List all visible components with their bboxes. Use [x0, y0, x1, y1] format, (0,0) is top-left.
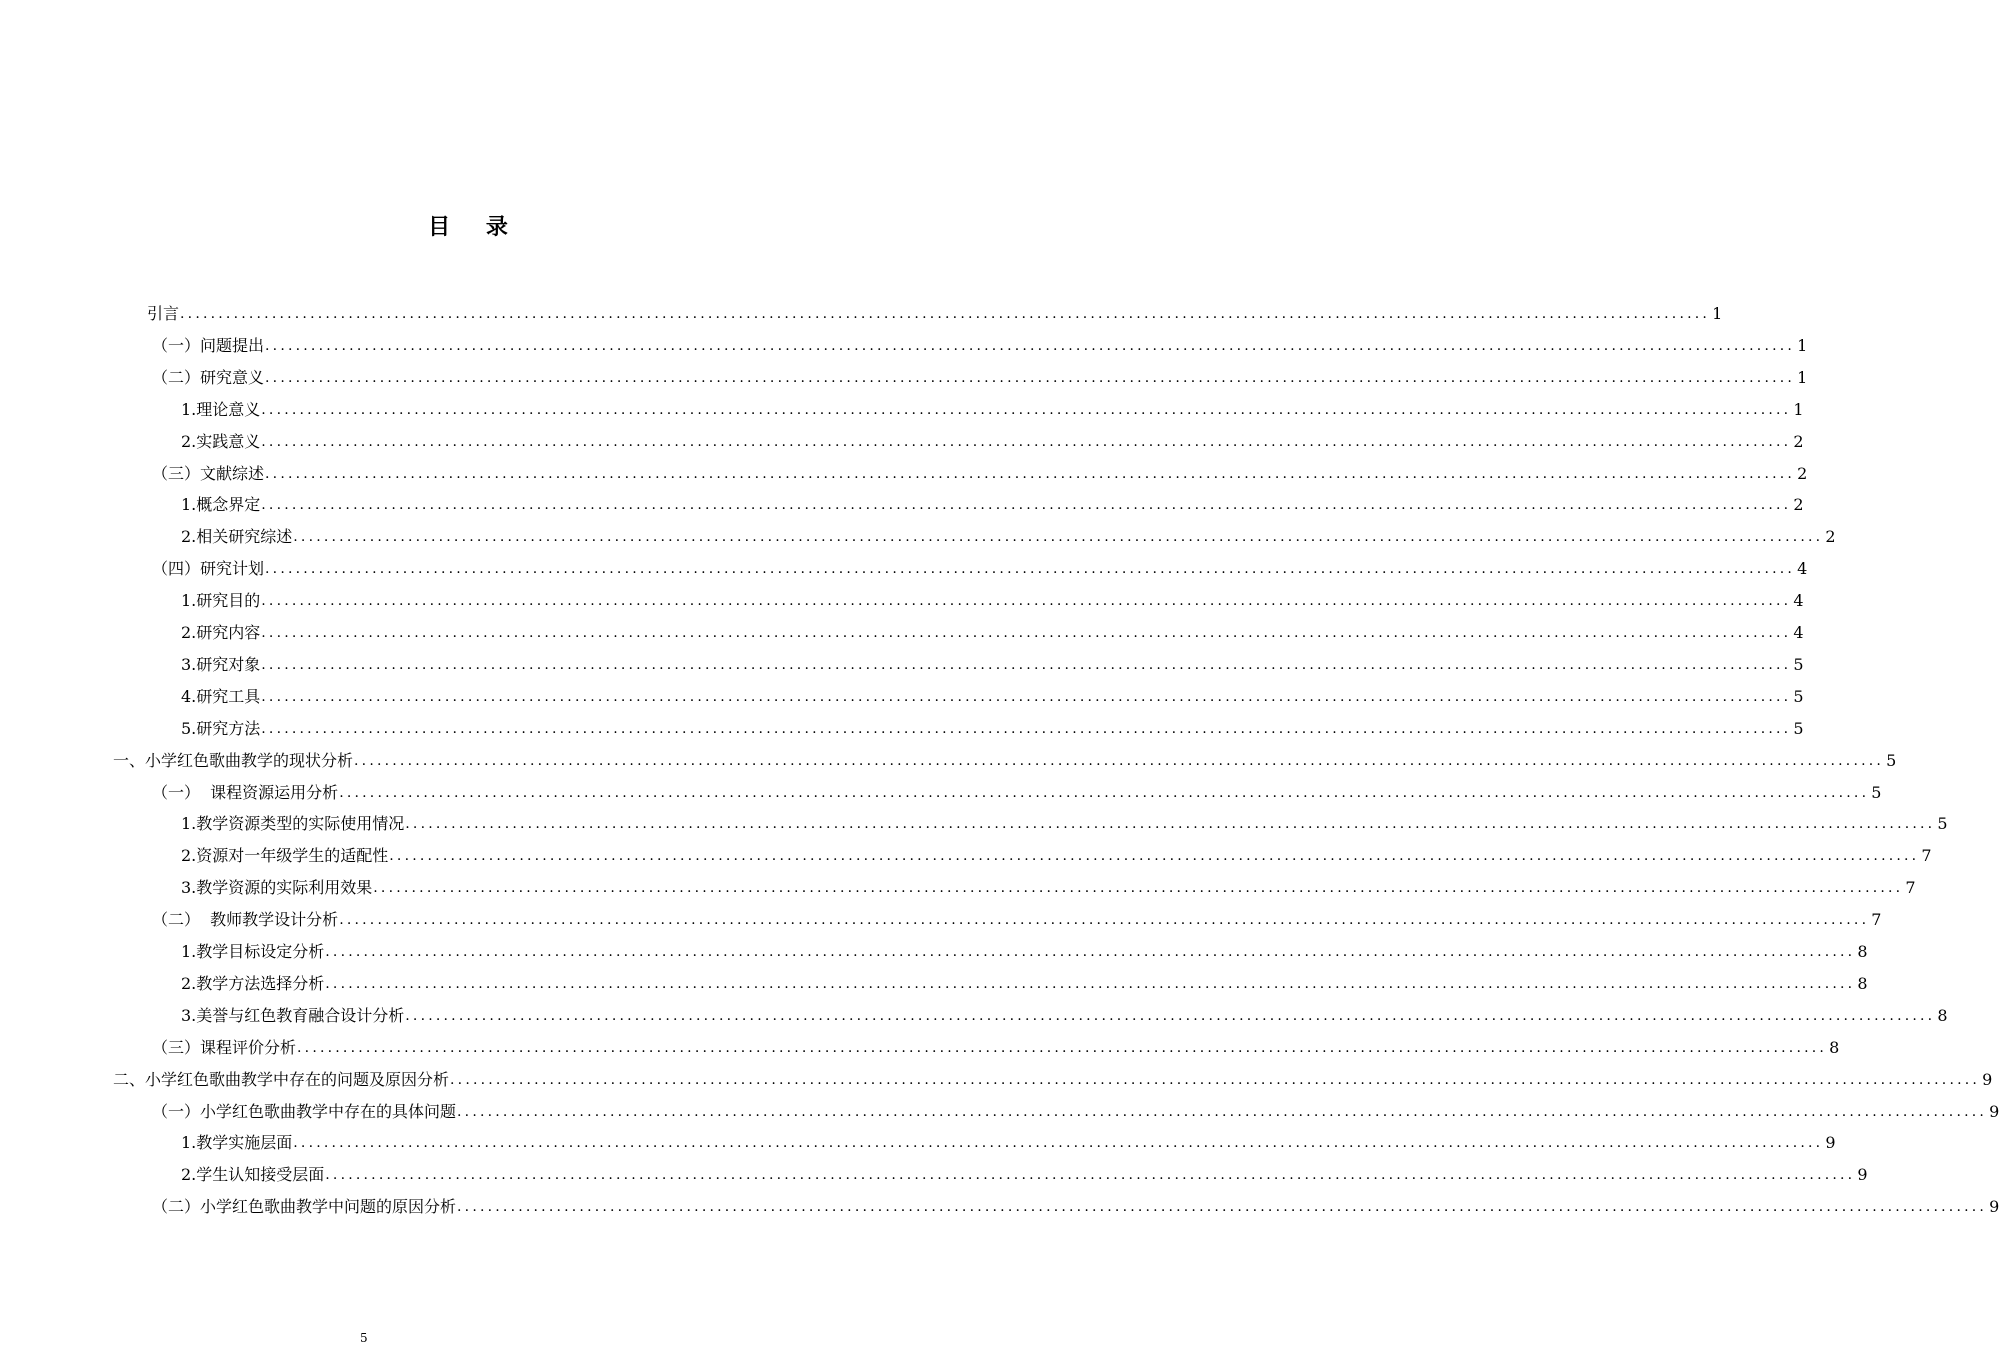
- toc-entry-label: （三）文献综述: [152, 463, 265, 483]
- toc-entry-page: 9: [1982, 1069, 1993, 1089]
- toc-entry[interactable]: [181, 1127, 1836, 1159]
- toc-leader-dots: ........................................................................................................................................................................................................: [293, 1135, 1824, 1152]
- toc-entry[interactable]: [113, 745, 1897, 777]
- toc-entry[interactable]: [152, 1032, 1840, 1064]
- toc-entry-page: 1: [1793, 399, 1804, 419]
- toc-entry-page: 5: [1937, 814, 1948, 834]
- toc-entry-label: （一）小学红色歌曲教学中存在的具体问题: [152, 1101, 457, 1121]
- toc-entry[interactable]: [181, 521, 1836, 553]
- toc-entry-page: 1: [1797, 367, 1808, 387]
- toc-entry-page: 5: [1886, 750, 1897, 770]
- toc-entry-page: 7: [1871, 910, 1882, 930]
- toc-leader-dots: ........................................................................................................................................................................................................: [339, 784, 1870, 801]
- toc-entry[interactable]: [152, 553, 1808, 585]
- toc-entry[interactable]: [181, 649, 1804, 681]
- toc-entry[interactable]: [181, 1159, 1868, 1191]
- toc-entry-page: 8: [1937, 1005, 1948, 1025]
- toc-entry-label: 2.学生认知接受层面: [181, 1165, 325, 1185]
- toc-leader-dots: ........................................................................................................................................................................................................: [180, 306, 1711, 322]
- toc-entry-label: 2.相关研究综述: [181, 527, 293, 547]
- toc-entry-label: 3.研究对象: [181, 654, 261, 674]
- toc-leader-dots: ........................................................................................................................................................................................................: [325, 944, 1856, 960]
- toc-entry-page: 8: [1857, 973, 1868, 993]
- toc-leader-dots: ........................................................................................................................................................................................................: [261, 433, 1792, 450]
- toc-leader-dots: ........................................................................................................................................................................................................: [261, 656, 1792, 673]
- toc-entry[interactable]: [152, 777, 1882, 809]
- toc-entry-page: 1: [1712, 304, 1723, 323]
- toc-entry-label: 1.研究目的: [181, 591, 261, 611]
- toc-entry[interactable]: [152, 458, 1808, 490]
- toc-entry-label: 1.理论意义: [181, 399, 261, 419]
- toc-leader-dots: ........................................................................................................................................................................................................: [265, 465, 1796, 482]
- toc-entry[interactable]: [181, 394, 1804, 426]
- toc-entry[interactable]: [181, 681, 1804, 713]
- toc-entry[interactable]: [147, 298, 1723, 330]
- toc-leader-dots: ........................................................................................................................................................................................................: [325, 975, 1856, 992]
- toc-entry[interactable]: [181, 840, 1932, 872]
- toc-leader-dots: ........................................................................................................................................................................................................: [405, 1007, 1936, 1024]
- toc-leader-dots: ........................................................................................................................................................................................................: [261, 625, 1792, 641]
- toc-entry-label: 2.研究内容: [181, 623, 261, 642]
- toc-title: 目 录: [428, 215, 522, 240]
- toc-entry-page: 1: [1797, 335, 1808, 355]
- toc-entry-page: 9: [1989, 1101, 1999, 1121]
- toc-entry[interactable]: [152, 1096, 1999, 1128]
- toc-entry-page: 7: [1905, 878, 1916, 898]
- toc-entry-page: 9: [1825, 1133, 1836, 1153]
- toc-entry-page: 4: [1793, 623, 1804, 642]
- toc-entry-label: 5.研究方法: [181, 718, 261, 738]
- toc-entry-page: 5: [1793, 654, 1804, 674]
- toc-leader-dots: ........................................................................................................................................................................................................: [373, 880, 1904, 897]
- toc-leader-dots: ........................................................................................................................................................................................................: [261, 497, 1792, 514]
- toc-entry-label: （二）研究意义: [152, 367, 265, 387]
- toc-leader-dots: ........................................................................................................................................................................................................: [261, 593, 1792, 610]
- toc-leader-dots: ........................................................................................................................................................................................................: [457, 1199, 1988, 1216]
- toc-entry-page: 5: [1793, 718, 1804, 738]
- toc-leader-dots: ........................................................................................................................................................................................................: [265, 337, 1796, 354]
- toc-entry-label: 4.研究工具: [181, 686, 261, 706]
- toc-leader-dots: ........................................................................................................................................................................................................: [261, 688, 1792, 705]
- toc-entry[interactable]: [152, 904, 1882, 936]
- toc-entry-page: 2: [1793, 431, 1804, 451]
- toc-entry-page: 8: [1829, 1037, 1840, 1057]
- toc-leader-dots: ........................................................................................................................................................................................................: [450, 1071, 1981, 1088]
- toc-entry[interactable]: [181, 585, 1804, 617]
- toc-entry-page: 8: [1857, 942, 1868, 961]
- toc-entry[interactable]: [181, 968, 1868, 1000]
- toc-entry[interactable]: [181, 872, 1916, 904]
- toc-entry-label: （四）研究计划: [152, 559, 265, 579]
- toc-entry-label: 3.美誉与红色教育融合设计分析: [181, 1005, 405, 1025]
- toc-leader-dots: ........................................................................................................................................................................................................: [457, 1103, 1988, 1120]
- toc-leader-dots: ........................................................................................................................................................................................................: [261, 720, 1792, 737]
- toc-entry-page: 2: [1793, 495, 1804, 515]
- toc-entry[interactable]: [181, 489, 1804, 521]
- toc-entry-page: 4: [1797, 559, 1808, 579]
- toc-entry[interactable]: [181, 808, 1948, 840]
- toc-leader-dots: ........................................................................................................................................................................................................: [389, 848, 1920, 865]
- toc-entry-label: 1.教学目标设定分析: [181, 942, 325, 961]
- toc-entry[interactable]: [181, 426, 1804, 458]
- toc-entry-page: 5: [1793, 686, 1804, 706]
- toc-entry[interactable]: [181, 936, 1868, 968]
- toc-leader-dots: ........................................................................................................................................................................................................: [265, 369, 1796, 386]
- toc-entry-label: 1.教学实施层面: [181, 1133, 293, 1153]
- toc-entry-label: 3.教学资源的实际利用效果: [181, 878, 373, 898]
- toc-entry-page: 5: [1871, 782, 1882, 802]
- toc-entry[interactable]: [152, 330, 1808, 362]
- toc-entry-label: （三）课程评价分析: [152, 1037, 297, 1057]
- toc-entry[interactable]: [152, 362, 1808, 394]
- toc-entry-label: 1.教学资源类型的实际使用情况: [181, 814, 405, 834]
- toc-entry-label: 引言: [147, 304, 180, 323]
- toc-entry-page: 9: [1857, 1165, 1868, 1185]
- toc-leader-dots: ........................................................................................................................................................................................................: [405, 816, 1936, 833]
- toc-leader-dots: ........................................................................................................................................................................................................: [261, 401, 1792, 418]
- toc-entry-label: 2.资源对一年级学生的适配性: [181, 846, 389, 866]
- toc-entry[interactable]: [181, 1000, 1948, 1032]
- toc-entry[interactable]: [181, 713, 1804, 745]
- toc-entry-page: 2: [1825, 527, 1836, 547]
- toc-entry-label: （二） 教师教学设计分析: [152, 910, 339, 930]
- toc-entry-label: 二、小学红色歌曲教学中存在的问题及原因分析: [113, 1069, 450, 1089]
- toc-entry-page: 4: [1793, 591, 1804, 611]
- toc-leader-dots: ........................................................................................................................................................................................................: [297, 1039, 1828, 1056]
- toc-entry-label: （一）问题提出: [152, 335, 265, 355]
- toc-entry[interactable]: [113, 1064, 1993, 1096]
- toc-leader-dots: ........................................................................................................................................................................................................: [339, 912, 1870, 929]
- toc-entry-label: 2.实践意义: [181, 431, 261, 451]
- toc-leader-dots: ........................................................................................................................................................................................................: [293, 529, 1824, 546]
- toc-entry-page: 2: [1797, 463, 1808, 483]
- toc-entry-label: （一） 课程资源运用分析: [152, 782, 339, 802]
- toc-leader-dots: ........................................................................................................................................................................................................: [325, 1167, 1856, 1184]
- toc-entry[interactable]: [181, 617, 1804, 649]
- toc-entry-label: 1.概念界定: [181, 495, 261, 515]
- toc-entry-label: （二）小学红色歌曲教学中问题的原因分析: [152, 1197, 457, 1217]
- toc-entry-label: 一、小学红色歌曲教学的现状分析: [113, 750, 354, 770]
- toc-leader-dots: ........................................................................................................................................................................................................: [354, 752, 1885, 769]
- toc-entry[interactable]: [152, 1191, 1999, 1223]
- toc-entry-page: 9: [1989, 1197, 1999, 1217]
- page-number-mark: 5: [360, 1331, 368, 1345]
- toc-leader-dots: ........................................................................................................................................................................................................: [265, 561, 1796, 578]
- toc-entry-label: 2.教学方法选择分析: [181, 973, 325, 993]
- toc-entry-page: 7: [1921, 846, 1932, 866]
